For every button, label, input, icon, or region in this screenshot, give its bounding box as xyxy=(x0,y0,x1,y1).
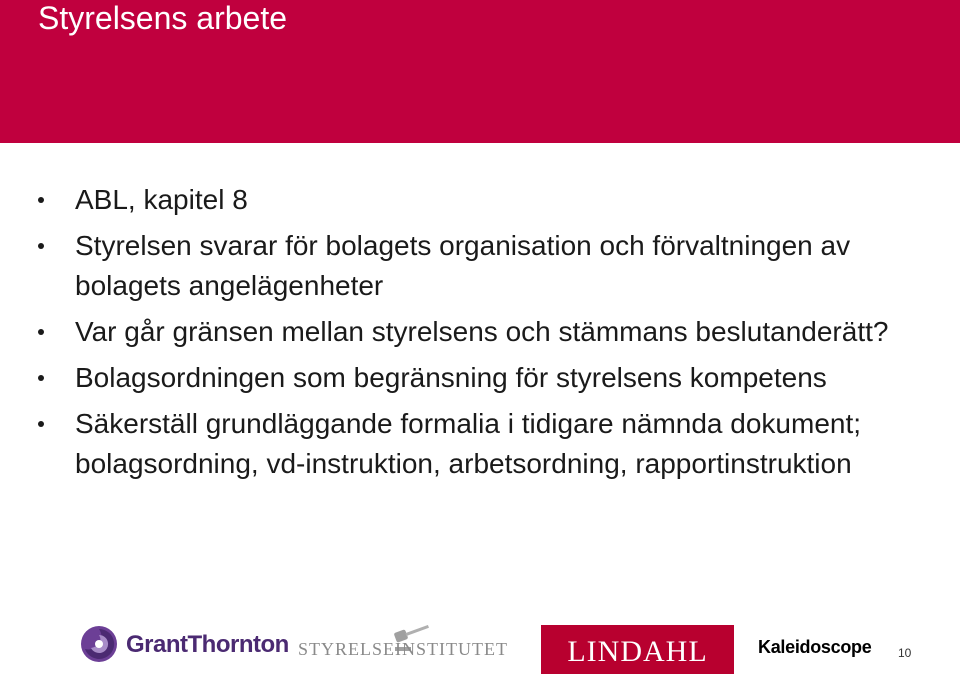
header-band xyxy=(0,0,960,143)
styrelseinstitutet-text: STYRELSEINSTITUTET xyxy=(298,639,508,659)
lindahl-logo xyxy=(541,625,734,674)
styrelseinstitutet-logo xyxy=(298,625,524,665)
bullet-text: Säkerställ grundläggande formalia i tidigare nämnda dokument; bolagsordning, vd-instruktion, arbetsordning, rapportinstruktion xyxy=(75,408,862,479)
bullet-dot xyxy=(38,329,44,335)
kaleidoscope-logo: Kaleidoscope xyxy=(758,637,872,657)
bullet-text: ABL, kapitel 8 xyxy=(75,184,248,215)
grant-thornton-text: GrantThornton xyxy=(126,631,289,658)
bullet-dot xyxy=(38,421,44,427)
bullet-text: Styrelsen svarar för bolagets organisation och förvaltningen av bolagets angelägenheter xyxy=(75,230,851,301)
bullet-item xyxy=(34,312,914,352)
bullet-item xyxy=(34,180,914,220)
bullet-item xyxy=(34,404,914,484)
slide-title: Styrelsens arbete xyxy=(38,0,288,36)
bullet-list xyxy=(34,180,914,490)
bullet-text: Var går gränsen mellan styrelsens och stämmans beslutanderätt? xyxy=(75,316,889,347)
grant-thornton-swirl-icon xyxy=(80,625,118,663)
lindahl-text: LINDAHL xyxy=(567,635,708,668)
bullet-item xyxy=(34,358,914,398)
grant-thornton-logo xyxy=(80,625,289,665)
page-number: 10 xyxy=(898,646,912,660)
bullet-dot xyxy=(38,197,44,203)
footer-logos xyxy=(0,615,960,674)
bullet-item xyxy=(34,226,914,306)
bullet-dot xyxy=(38,243,44,249)
bullet-text: Bolagsordningen som begränsning för styrelsens kompetens xyxy=(75,362,827,393)
bullet-dot xyxy=(38,375,44,381)
